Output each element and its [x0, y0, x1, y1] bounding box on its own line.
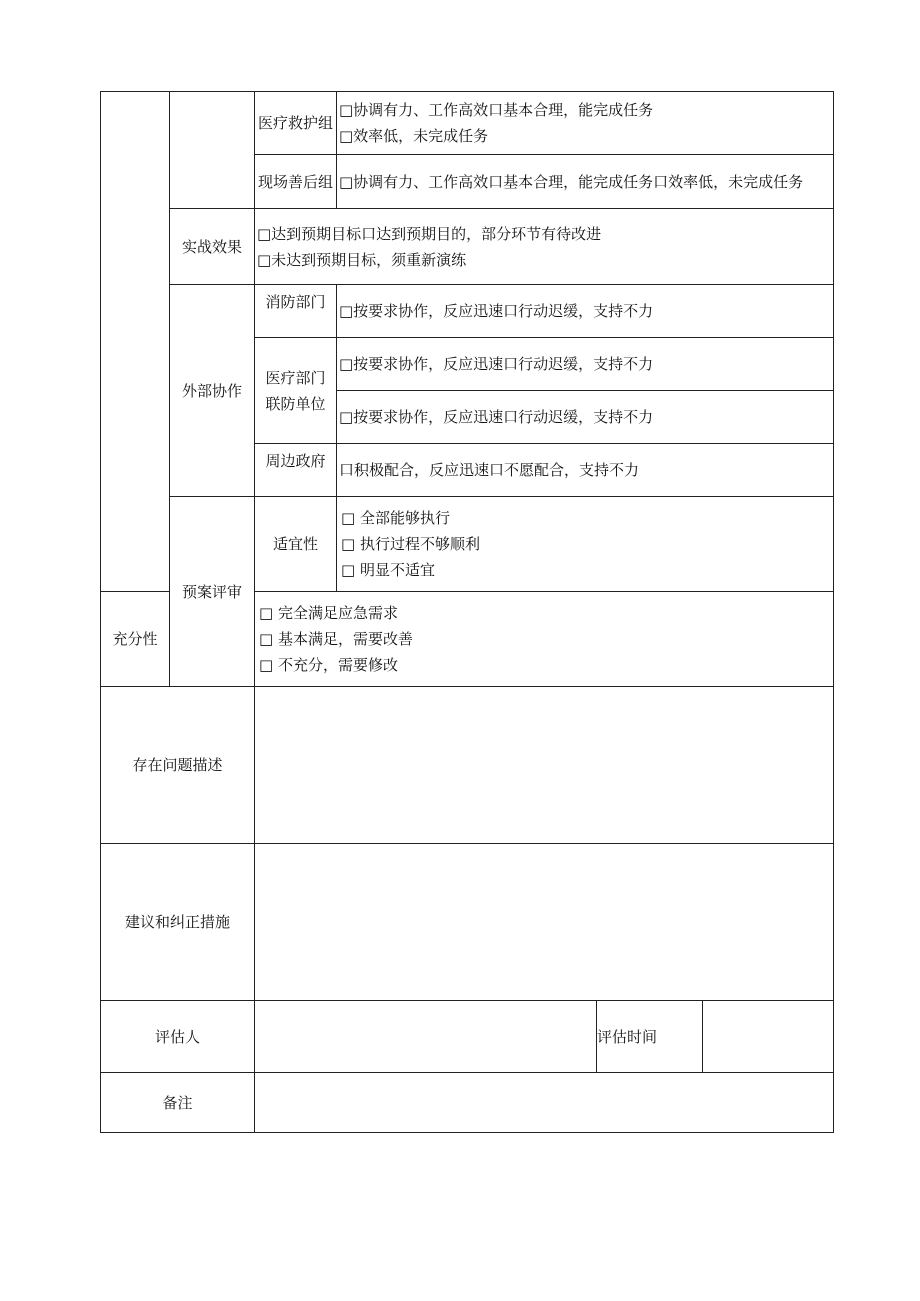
combat-effect-label: 实战效果 [170, 209, 255, 285]
combat-effect-option-line-2[interactable]: □未达到预期目标，须重新演练 [257, 250, 467, 269]
suitability-option[interactable]: □ 明显不适宜 [341, 561, 435, 579]
problems-label: 存在问题描述 [101, 687, 255, 844]
remarks-label: 备注 [101, 1073, 255, 1133]
blank-subcategory-cell [170, 92, 255, 209]
row-medical-group [101, 92, 834, 155]
medical-group-options[interactable] [337, 92, 834, 155]
medical-joint-label-cell [255, 338, 337, 444]
joint-defense-options[interactable]: □按要求协作，反应迅速口行动迟缓，支持不力 [337, 391, 834, 444]
sufficiency-options[interactable] [255, 592, 834, 687]
fire-department-options[interactable]: □按要求协作，反应迅速口行动迟缓，支持不力 [337, 285, 834, 338]
sufficiency-option[interactable]: □ 不充分，需要修改 [259, 656, 398, 674]
plan-review-label: 预案评审 [170, 497, 255, 687]
evaluation-form-table [100, 91, 834, 1133]
suitability-options[interactable] [337, 497, 834, 592]
evaluation-time-field[interactable] [703, 1001, 834, 1073]
sufficiency-option[interactable]: □ 完全满足应急需求 [259, 604, 398, 622]
blank-category-cell [101, 92, 170, 592]
local-government-label: 周边政府 [255, 444, 337, 497]
suggestions-field[interactable] [255, 844, 834, 1001]
aftermath-group-options[interactable]: □协调有力、工作高效口基本合理，能完成任务口效率低，未完成任务 [337, 155, 834, 209]
remarks-field[interactable] [255, 1073, 834, 1133]
fire-department-label: 消防部门 [255, 285, 337, 338]
row-combat-effect [101, 209, 834, 285]
suggestions-label: 建议和纠正措施 [101, 844, 255, 1001]
local-government-options[interactable]: 口积极配合，反应迅速口不愿配合，支持不力 [337, 444, 834, 497]
external-cooperation-label: 外部协作 [170, 285, 255, 497]
medical-group-label: 医疗救护组 [255, 92, 337, 155]
row-fire-department [101, 285, 834, 338]
medical-group-option-line-2[interactable]: □效率低，未完成任务 [339, 127, 489, 145]
evaluator-field[interactable] [255, 1001, 597, 1073]
row-problems [101, 687, 834, 844]
combat-effect-options[interactable] [255, 209, 834, 285]
joint-defense-label: 联防单位 [265, 394, 326, 413]
aftermath-group-label: 现场善后组 [255, 155, 337, 209]
problems-field[interactable] [255, 687, 834, 844]
row-evaluator [101, 1001, 834, 1073]
row-remarks [101, 1073, 834, 1133]
sufficiency-label: 充分性 [101, 592, 170, 687]
suitability-option[interactable]: □ 执行过程不够顺利 [341, 535, 480, 553]
medical-department-options[interactable]: □按要求协作，反应迅速口行动迟缓，支持不力 [337, 338, 834, 391]
suitability-label: 适宜性 [255, 497, 337, 592]
combat-effect-option-line-1[interactable]: □达到预期目标口达到预期目的，部分环节有待改进 [257, 224, 602, 243]
sufficiency-option[interactable]: □ 基本满足，需要改善 [259, 630, 413, 648]
row-suggestions [101, 844, 834, 1001]
evaluation-time-label: 评估时间 [597, 1001, 703, 1073]
suitability-option[interactable]: □ 全部能够执行 [341, 509, 450, 527]
medical-group-option-line-1[interactable]: □协调有力、工作高效口基本合理，能完成任务 [339, 101, 654, 119]
row-suitability [101, 497, 834, 592]
medical-department-label: 医疗部门 [265, 368, 326, 387]
evaluator-label: 评估人 [101, 1001, 255, 1073]
